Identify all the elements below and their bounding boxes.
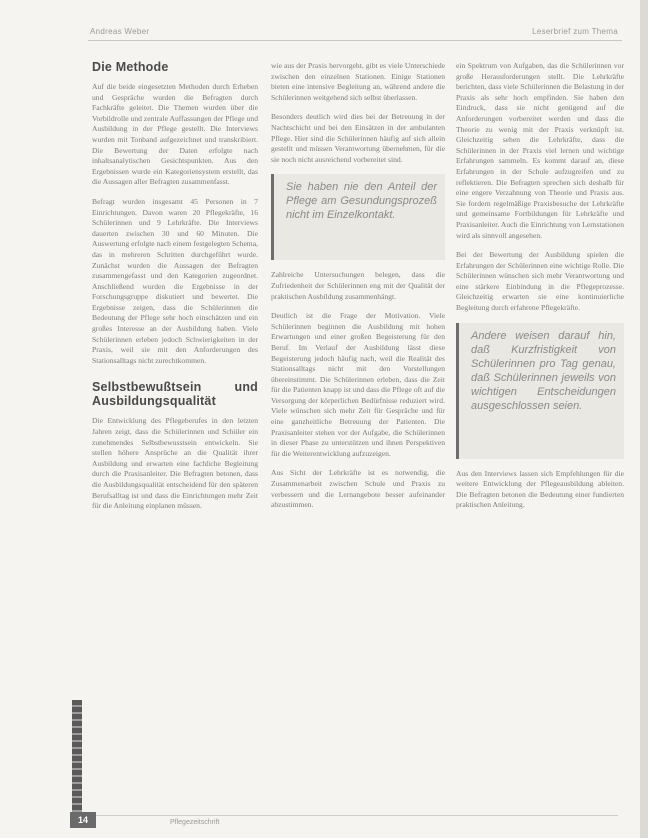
page-edge-marker <box>72 700 82 818</box>
page-number: 14 <box>70 812 96 828</box>
paragraph: Die Entwicklung des Pflegeberufes in den letzten Jahren zeigt, dass die Schülerinnen und Schüler ein zunehmendes Selbstbewusstsein entwickeln. Sie stellen höhere Ansprüche an die Qualität ihrer Ausbildung und erwarten eine fachliche Begleitung durch die Praxisanleiter. Die Befragten betonen, dass die Ausbildungsqualität entscheidend für den späteren Berufsalltag ist und dass die Einrichtungen mehr Zeit für die Anleitung einplanen müssen. <box>92 416 258 511</box>
paragraph: Deutlich ist die Frage der Motivation. Viele Schülerinnen beginnen die Ausbildung mit hohen Erwartungen und einer großen Begeisterung für den Beruf. Im Verlauf der Ausbildung lässt diese Begeisterung jedoch häufig nach, weil die Realität des Stationsalltags nicht mit den Vorstellungen übereinstimmt. Die Schülerinnen erleben, dass die Zeit für die Patienten knapp ist und dass die Pflege oft auf die Versorgung der körperlichen Bedürfnisse reduziert wird. Viele wünschen sich mehr Zeit für Gespräche und für eine ganzheitliche Betreuung der Patienten. Die Praxisanleiter stehen vor der Aufgabe, die Schülerinnen in dieser Phase zu unterstützen und ihnen Perspektiven für die Weiterentwicklung aufzuzeigen. <box>271 311 445 458</box>
section-heading-method: Die Methode <box>92 60 169 74</box>
paragraph: wie aus der Praxis hervorgeht, gibt es viele Unterschiede zwischen den einzelnen Stationen. Einige Stationen bieten eine intensive Begleitung an, während andere die Schülerinnen weitgehend sich selbst überlassen. <box>271 61 445 102</box>
section-heading-self-confidence: Selbstbewußtsein und Ausbildungsqualität <box>92 380 258 409</box>
paragraph: Bei der Bewertung der Ausbildung spielen die Erfahrungen der Schülerinnen eine wichtige Rolle. Die Schülerinnen wünschen sich mehr Verantwortung und eine stärkere Einbindung in die Pflegeprozesse. Gleichzeitig erwarten sie eine kontinuierliche Begleitung durch erfahrene Pflegekräfte. <box>456 250 624 313</box>
paragraph: Aus den Interviews lassen sich Empfehlungen für die weitere Entwicklung der Pflegeausbildung ableiten. Die Befragten betonen die Bedeutung einer fundierten praktischen Anleitung. <box>456 468 624 510</box>
paragraph: ein Spektrum von Aufgaben, das die Schülerinnen vor große Herausforderungen stellt. Die Lehrkräfte berichten, dass viele Schülerinnen die Belastung in der Praxis als sehr hoch empfinden. Sie haben den Eindruck, dass sie nicht genügend auf die Anforderungen vorbereitet werden und dass die Theorie zu wenig mit der Praxis verknüpft ist. Gleichzeitig sehen die Lehrkräfte, dass die Schülerinnen in der Praxis viel lernen und wichtige Erfahrungen sammeln. Es kommt darauf an, diese Erfahrungen in der Schule aufzugreifen und zu reflektieren. Die Befragten sprechen sich deshalb für eine engere Verzahnung von Theorie und Praxis aus. Sie fordern regelmäßige Praxisbesuche der Lehrkräfte und gemeinsame Fortbildungen für Lehrkräfte und Praxisanleiter. Auch die Einrichtung von Lernstationen wird als sinnvoll angesehen. <box>456 61 624 240</box>
column-3 <box>456 61 624 520</box>
paragraph: Aus Sicht der Lehrkräfte ist es notwendig, die Zusammenarbeit zwischen Schule und Praxis zu verbessern und die Lernangebote besser aufeinander abzustimmen. <box>271 468 445 510</box>
footer-rule <box>92 815 618 816</box>
pull-quote: Sie haben nie den Anteil der Pflege am Gesundungsprozeß nicht im Einzelkontakt. <box>271 174 445 260</box>
column-1 <box>92 60 258 521</box>
footer-journal: Pflegezeitschrift <box>170 819 220 826</box>
pull-quote: Andere weisen darauf hin, daß Kurzfristigkeit von Schülerinnen pro Tag genau, daß Schülerinnen jeweils von wichtigen Entscheidungen ausgeschlossen seien. <box>456 323 624 459</box>
paragraph: Auf die beide eingesetzten Methoden durch Erheben und Gespräche wurden die Befragten durch Fachkräfte geleitet. Die Themen wurden über die Vorbildrolle und zentrale Auffassungen der Pflege und Ausbildung in der Pflege gestellt. Die Interviews wurden mit Tonband aufgezeichnet und transkribiert. Die Bewertung der Daten erfolgte nach inhaltsanalytischen Gesichtspunkten. Aus den Ergebnissen wurde ein Kategoriensystem erstellt, das die Aussagen aller Befragten zusammenfasst. <box>92 82 258 187</box>
paragraph: Besonders deutlich wird dies bei der Betreuung in der Nachtschicht und bei den Einsätzen in der ambulanten Pflege. Hier sind die Schülerinnen häufig auf sich allein gestellt und müssen Verantwortung übernehmen, für die sie noch nicht ausreichend vorbereitet sind. <box>271 112 445 164</box>
paragraph: Befragt wurden insgesamt 45 Personen in 7 Einrichtungen. Davon waren 20 Pflegekräfte, 16 Schülerinnen und 9 Lehrkräfte. Die Interviews dauerten zwischen 30 und 60 Minuten. Die Auswertung erfolgte nach einem festgelegten Schema, das in mehreren Schritten durchgeführt wurde. Zunächst wurden die Aussagen der Befragten zusammengefasst und den Kategorien zugeordnet. Anschließend wurden die Ergebnisse in der Forschungsgruppe diskutiert und bewertet. Die Ergebnisse zeigen, dass die Schülerinnen die Bedeutung der Pflege sehr hoch einschätzen und ein großes Interesse an der Ausbildung haben. Viele Schülerinnen erleben jedoch Schwierigkeiten in der Praxis, weil sie mit den Anforderungen des Stationsalltags nicht zurechtkommen. <box>92 196 258 365</box>
running-header-left: Andreas Weber <box>90 27 150 36</box>
binding-edge <box>640 0 648 838</box>
paragraph: Zahlreiche Untersuchungen belegen, dass die Zufriedenheit der Schülerinnen eng mit der Qualität der praktischen Ausbildung zusammenhängt. <box>271 270 445 301</box>
column-2 <box>271 61 445 520</box>
running-header-right: Leserbrief zum Thema <box>532 27 618 36</box>
header-rule <box>88 40 622 41</box>
